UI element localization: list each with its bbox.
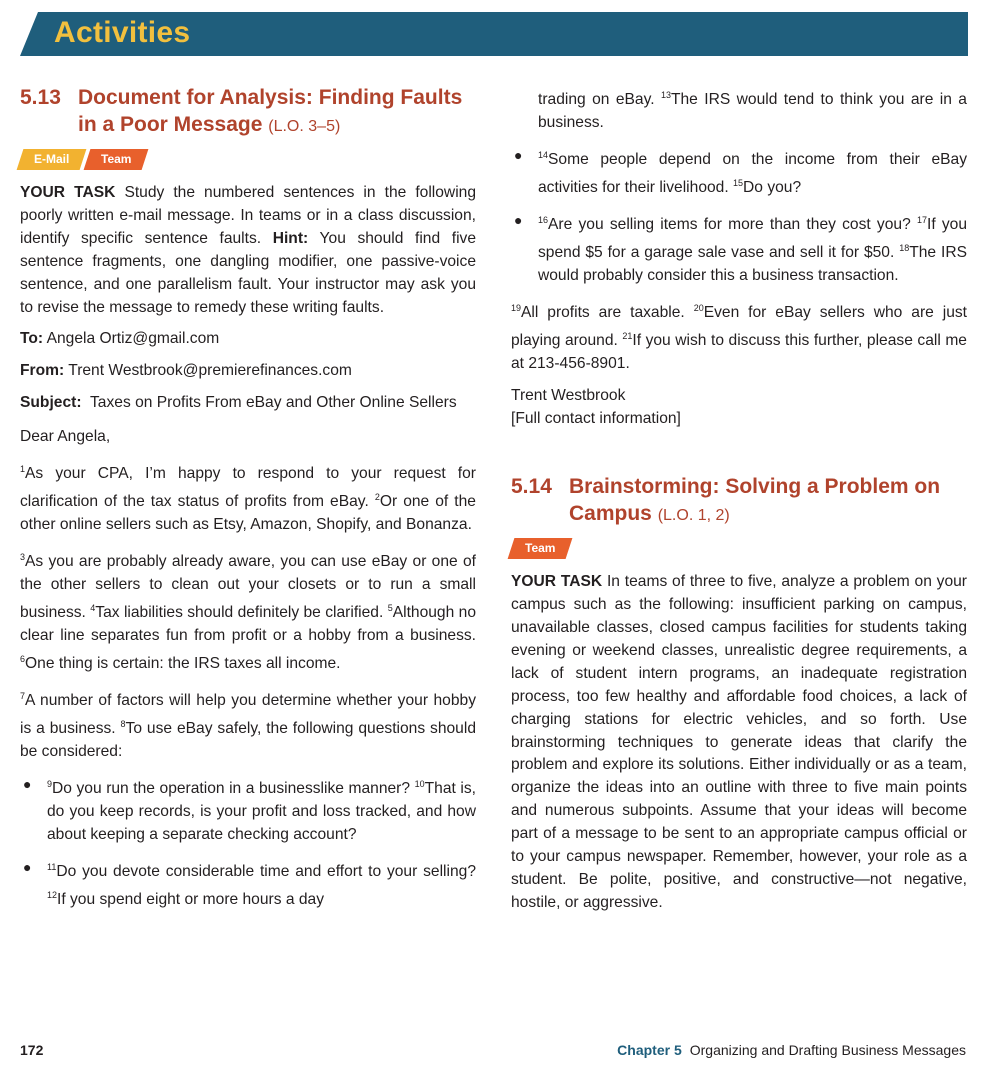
email-tag: E-Mail	[17, 149, 87, 170]
sentence-text: To use eBay safely, the following questions should be considered:	[20, 720, 476, 761]
chapter-label: Chapter 5	[617, 1042, 682, 1058]
sentence-number: 8	[120, 719, 126, 730]
sentence-text: Although no clear line separates fun from profit or a hobby from a business.	[20, 604, 476, 645]
sentence-text: The IRS would tend to think you are in a business.	[538, 91, 967, 132]
activity-513-tags	[20, 149, 476, 170]
from-label: From:	[20, 362, 65, 380]
sentence-number: 4	[90, 603, 96, 614]
sentence-number: 3	[20, 552, 26, 563]
activity-513-task	[20, 182, 476, 319]
sentence-text: One thing is certain: the IRS taxes all income.	[25, 655, 341, 673]
email-from	[20, 360, 476, 383]
chapter-title: Organizing and Drafting Business Messages	[689, 1042, 966, 1058]
sentence-text: Some people depend on the income from their eBay activities for their livelihood.	[538, 151, 967, 197]
sentence-text: Do you?	[743, 179, 802, 197]
page-number: 172	[20, 1042, 44, 1058]
to-label: To:	[20, 330, 44, 348]
sentence-text: Do you devote considerable time and effort to your selling?	[56, 863, 476, 881]
bullet-dot: ●	[23, 776, 32, 793]
sentence-text: That is, do you keep records, is your profit and loss tracked, and how about keeping a separate checking account?	[47, 780, 476, 844]
activity-514-lo: (L.O. 1, 2)	[657, 507, 730, 525]
sentence-text: Are you selling items for more than they cost you?	[548, 216, 911, 234]
email-bullets-left	[20, 773, 476, 847]
bullet-text	[47, 773, 476, 847]
sentence-number: 1	[20, 464, 26, 475]
activity-513-lo	[268, 118, 340, 135]
task-label: YOUR TASK	[511, 573, 603, 591]
bullet-dot: ●	[514, 212, 523, 229]
sentence-text: As your CPA, I’m happy to respond to your request for clarification of the tax status of profits from eBay.	[20, 465, 476, 511]
signature-info: [Full contact information]	[511, 410, 681, 428]
signature-name: Trent Westbrook	[511, 387, 626, 405]
hint-text: You should find five sentence fragments, one dangling modifier, one passive-voice sentence, and one parallelism fault. Your instructor may ask you to revise the message to remedy these writing faults.	[20, 229, 477, 316]
sentence-number: 6	[20, 654, 26, 665]
email-bullets-right	[511, 144, 967, 288]
email-subject	[20, 392, 476, 415]
bullet-dot: ●	[23, 859, 32, 876]
sentence-number: 11	[47, 862, 57, 873]
activity-513-number: 5.13	[20, 86, 61, 109]
banner-notch	[20, 12, 38, 56]
team-tag: Team	[84, 149, 149, 170]
activity-513-lo-range: 3–5)	[308, 118, 341, 135]
email-greeting: Dear Angela,	[20, 428, 111, 446]
activity-514-tags	[511, 538, 967, 559]
banner-title: Activities	[54, 16, 191, 49]
email-paragraphs	[20, 458, 476, 764]
activity-514-title: Brainstorming: Solving a Problem on Campus	[569, 475, 941, 526]
activity-514-heading	[511, 473, 967, 529]
sentence-number: 10	[414, 779, 425, 790]
bullet-text	[47, 856, 476, 912]
email-bullet	[511, 209, 967, 288]
activity-513-title: Document for Analysis: Finding Faults in a Poor Message	[78, 86, 463, 136]
sentence-number: 18	[899, 243, 910, 254]
email-signature	[511, 385, 967, 431]
activity-513-title-wrap	[78, 84, 476, 140]
email-bullet	[20, 773, 476, 847]
from-value: Trent Westbrook@premierefinances.com	[68, 362, 352, 380]
bullet-text	[538, 144, 967, 200]
sentence-text: Do you run the operation in a businesslike manner?	[52, 780, 411, 798]
team-tag: Team	[508, 538, 573, 559]
to-value: Angela Ortiz@gmail.com	[46, 330, 220, 348]
task-text: In teams of three to five, analyze a problem on your campus such as the following: insufficient parking on campus, unavailable classes, closed campus facilities for students taking evening or weekend classes, unrealistic degree requirements, a lack of student intern programs, an inadequate registration process, too few healthy and affordable food choices, a lack of charging stations for electric vehicles, and so forth. Use brainstorming techniques to generate ideas that clarify the problem and explore its solutions. Either individually or as a team, organize the ideas into an outline with three to five main points and numerous subpoints. Assume that your ideas will become part of a message to be sent to an appropriate campus official or to your campus newspaper. Remember, however, your role as a student. Be polite, positive, and constructive—not negative, hostile, or aggressive.	[511, 573, 967, 911]
email-paragraph	[20, 546, 476, 676]
activities-banner	[20, 12, 968, 56]
sentence-number: 12	[47, 890, 58, 901]
email-closing	[511, 297, 967, 376]
sentence-number: 17	[916, 215, 927, 226]
sentence-number: 19	[511, 303, 522, 314]
subject-label: Subject:	[20, 394, 82, 412]
email-paragraph	[20, 458, 476, 537]
sentence-number: 2	[374, 492, 380, 503]
sentence-text: A number of factors will help you determine whether your hobby is a business.	[20, 692, 476, 738]
task-text: Study the numbered sentences in the following poorly written e-mail message. In teams or in a class discussion, identify specific sentence faults.	[20, 184, 476, 247]
sentence-number: 9	[47, 779, 53, 790]
sentence-text: The IRS would probably consider this a business transaction.	[538, 244, 967, 285]
sentence-text: Tax liabilities should definitely be clarified.	[95, 604, 384, 622]
sentence-text: All profits are taxable.	[521, 304, 685, 322]
sentence-text: If you spend eight or more hours a day	[57, 891, 324, 909]
sentence-number: 14	[538, 150, 549, 160]
sentence-number: 7	[20, 691, 26, 702]
sentence-number: 5	[387, 603, 393, 614]
activity-514-task	[511, 571, 967, 915]
sentence-number: 13	[660, 90, 671, 100]
email-paragraph	[20, 685, 476, 764]
email-to	[20, 328, 476, 351]
sentence-text: Or one of the other online sellers such as Etsy, Amazon, Shopify, and Bonanza.	[20, 493, 476, 534]
subject-value: Taxes on Profits From eBay and Other Online Sellers	[90, 394, 457, 412]
running-head	[617, 1042, 966, 1058]
email-bullet	[511, 144, 967, 200]
right-column	[511, 84, 967, 924]
email-bullet-continued	[511, 84, 967, 135]
activity-513-heading	[20, 84, 476, 140]
bullet-dot: ●	[514, 147, 523, 163]
activity-513-lo-prefix: (L.O.	[268, 118, 304, 135]
hint-label: Hint:	[272, 229, 309, 247]
bullet-text-continued: trading on eBay. $^{13}$The IRS would tend to think you are in a business.	[538, 90, 967, 132]
sentence-number: 15	[733, 178, 744, 189]
activity-514-title-wrap	[569, 473, 967, 529]
sentence-text: If you wish to discuss this further, please call me at 213-456-8901.	[511, 332, 967, 373]
email-bullet-split	[20, 856, 476, 912]
sentence-text: Even for eBay sellers who are just playing around.	[511, 304, 968, 350]
left-column	[20, 84, 476, 921]
sentence-number: 16	[538, 215, 549, 226]
bullet-text	[538, 209, 967, 288]
sentence-number: 20	[693, 303, 704, 314]
activity-514-number: 5.14	[511, 475, 552, 499]
task-label: YOUR TASK	[20, 184, 116, 201]
sentence-text: If you spend $5 for a garage sale vase and sell it for $50.	[538, 216, 968, 262]
sentence-text: As you are probably already aware, you can use eBay or one of the other sellers to clean out your closets or to run a small business.	[20, 553, 476, 622]
sentence-number: 21	[622, 331, 633, 342]
